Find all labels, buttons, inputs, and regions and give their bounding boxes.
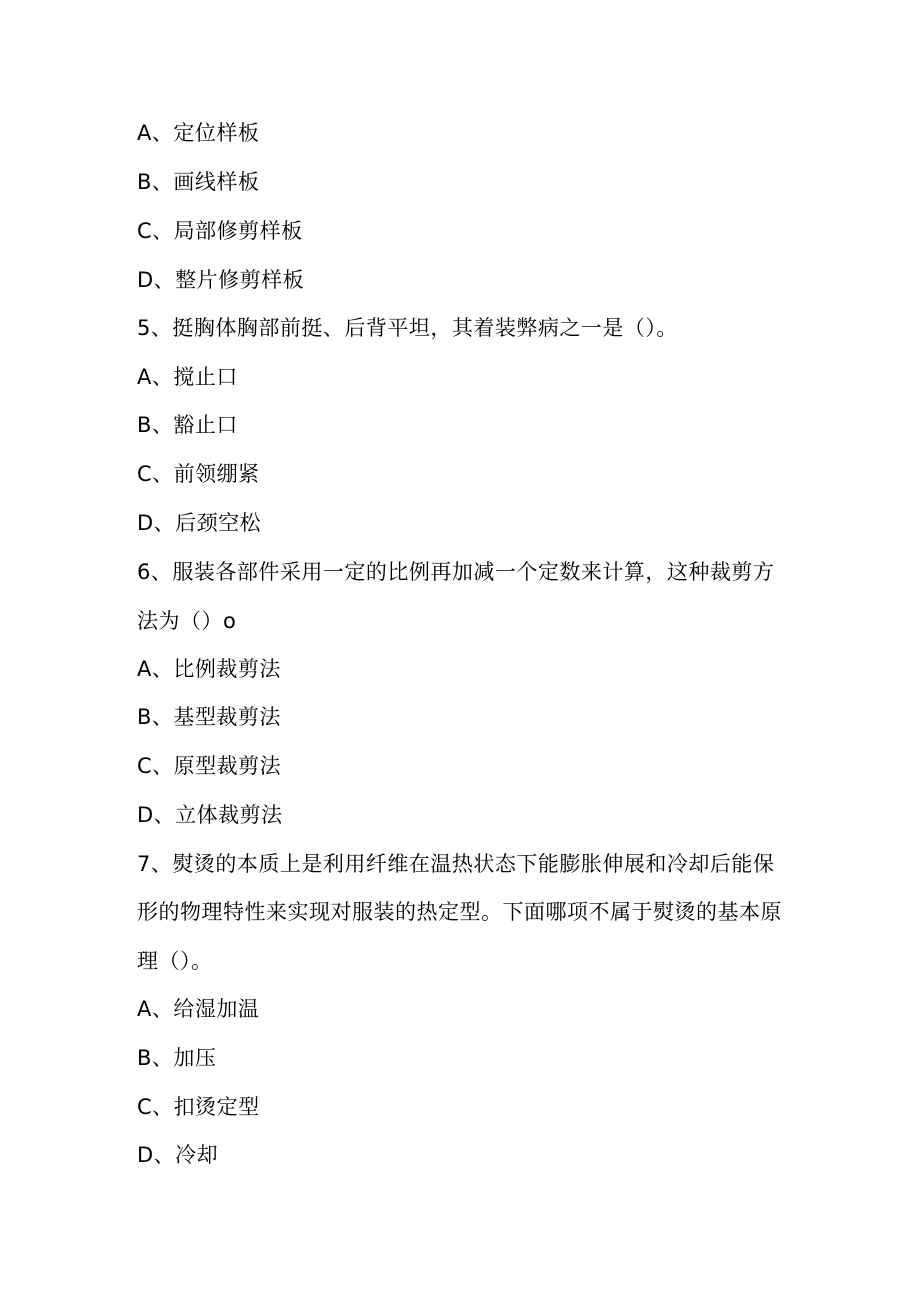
q7-stem-line1: 7、熨烫的本质上是利用纤维在温热状态下能膨胀伸展和冷却后能保: [137, 852, 775, 876]
q6-option-a: A、比例裁剪法: [137, 657, 281, 681]
q4-option-b: B、画线样板: [137, 170, 260, 194]
q7-stem-line3: 理（）。: [137, 949, 213, 973]
q7-option-b: B、加压: [137, 1046, 217, 1070]
q6-stem-line2: 法为（）o: [137, 609, 237, 633]
q5-option-c: C、前领绷紧: [137, 462, 260, 486]
q7-option-c: C、扣烫定型: [137, 1095, 260, 1119]
q6-option-c: C、原型裁剪法: [137, 754, 282, 778]
q6-option-b: B、基型裁剪法: [137, 705, 281, 729]
q4-option-d: D、整片修剪样板: [137, 268, 305, 292]
q6-option-d: D、立体裁剪法: [137, 803, 283, 827]
q7-option-a: A、给湿加温: [137, 997, 260, 1021]
q7-stem-line2: 形的物理特性来实现对服装的热定型。下面哪项不属于熨烫的基本原: [137, 900, 782, 924]
q7-option-d: D、冷却: [137, 1143, 219, 1167]
q5-option-b: B、豁止口: [137, 413, 238, 437]
q5-stem: 5、挺胸体胸部前挺、后背平坦，其着装弊病之一是（）。: [137, 316, 678, 340]
q6-stem-line1: 6、服装各部件采用一定的比例再加减一个定数来计算，这种裁剪方: [137, 560, 775, 584]
q4-option-c: C、局部修剪样板: [137, 219, 303, 243]
q4-option-a: A、定位样板: [137, 121, 260, 145]
q5-option-d: D、后颈空松: [137, 511, 262, 535]
q5-option-a: A、搅止口: [137, 365, 238, 389]
